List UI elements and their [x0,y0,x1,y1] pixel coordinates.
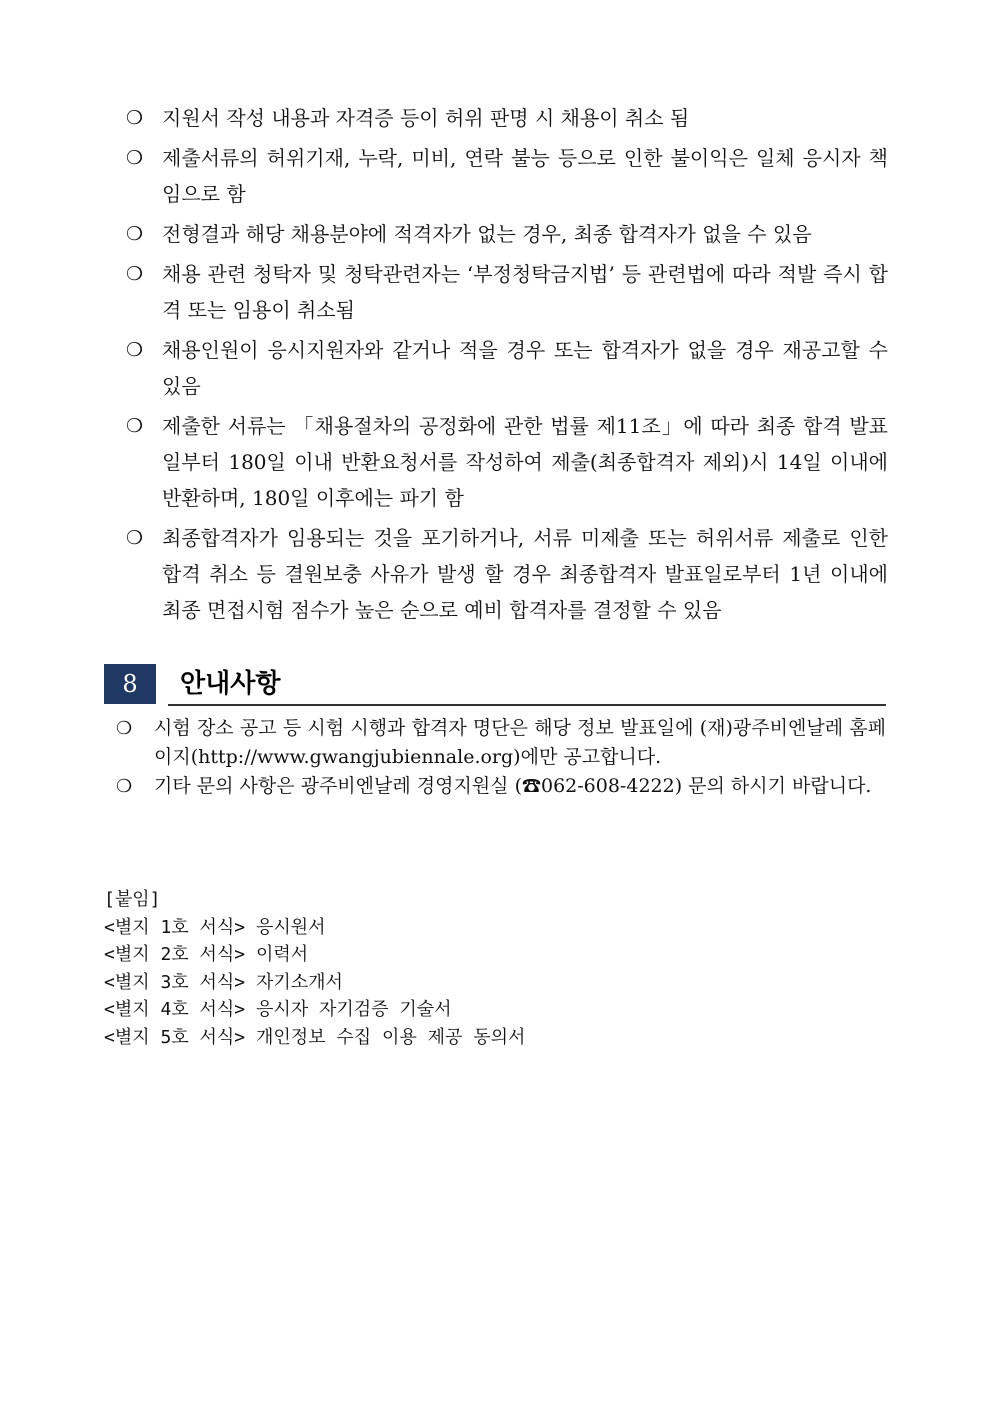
circle-bullet-icon: ❍ [126,223,144,245]
list-item-text: 채용인원이 응시지원자와 같거나 적을 경우 또는 합격자가 없을 경우 재공고할 수 있음 [162,338,888,398]
circle-bullet-icon: ❍ [126,415,144,437]
attachment-item: <별지 4호 서식> 응시자 자기검증 기술서 [104,999,452,1020]
section-number-badge: 8 [104,664,156,704]
attachment-item: <별지 3호 서식> 자기소개서 [104,971,343,993]
attachment-item: <별지 1호 서식> 응시원서 [104,916,326,938]
circle-bullet-icon: ❍ [116,718,133,739]
attachment-item: <별지 2호 서식> 이력서 [104,944,309,965]
list-item [116,772,886,801]
section-divider [168,704,886,706]
list-item [126,332,888,404]
circle-bullet-icon: ❍ [116,776,133,797]
circle-bullet-icon: ❍ [126,527,144,549]
list-item-text: 시험 장소 공고 등 시험 시행과 합격자 명단은 해당 정보 발표일에 (재)광주비엔날레 홈페이지(http://www.gwangjubiennale.org)에만 공고합니다. [154,717,886,768]
section-title: 안내사항 [180,669,281,699]
list-item-text: 채용 관련 청탁자 및 청탁관련자는 ‘부정청탁금지법’ 등 관련법에 따라 적발 즉시 합격 또는 임용이 취소됨 [162,262,888,322]
circle-bullet-icon: ❍ [126,263,144,285]
circle-bullet-icon: ❍ [126,107,144,129]
list-item [126,520,888,628]
list-item-text: 전형결과 해당 채용분야에 적격자가 없는 경우, 최종 합격자가 없을 수 있음 [162,222,812,246]
circle-bullet-icon: ❍ [126,147,144,169]
attachments-heading: [붙임] [104,889,161,910]
notices-list [116,714,886,801]
list-item [126,216,888,252]
list-item [126,256,888,328]
list-item [126,140,888,212]
conditions-list [126,100,888,632]
list-item-text: 제출서류의 허위기재, 누락, 미비, 연락 불능 등으로 인한 불이익은 일체 응시자 책임으로 함 [162,146,888,206]
list-item [126,100,888,136]
list-item-text: 최종합격자가 임용되는 것을 포기하거나, 서류 미제출 또는 허위서류 제출로 인한 합격 취소 등 결원보충 사유가 발생 할 경우 최종합격자 발표일로부터 1년 이내에 최종 면접시험 점수가 높은 순으로 예비 합격자를 결정할 수 있음 [162,526,888,622]
list-item [116,714,886,772]
list-item-text: 제출한 서류는 「채용절차의 공정화에 관한 법률 제11조」에 따라 최종 합격 발표일부터 180일 이내 반환요청서를 작성하여 제출(최종합격자 제외)시 14일 이내에 반환하며, 180일 이후에는 파기 함 [162,414,888,510]
circle-bullet-icon: ❍ [126,339,144,361]
section-header [104,664,886,704]
attachments [104,886,525,1051]
list-item-text: 기타 문의 사항은 광주비엔날레 경영지원실 (☎062-608-4222) 문의 하시기 바랍니다. [154,775,872,797]
list-item-text: 지원서 작성 내용과 자격증 등이 허위 판명 시 채용이 취소 됨 [162,106,690,130]
list-item [126,408,888,516]
attachment-item: <별지 5호 서식> 개인정보 수집 이용 제공 동의서 [104,1026,526,1048]
